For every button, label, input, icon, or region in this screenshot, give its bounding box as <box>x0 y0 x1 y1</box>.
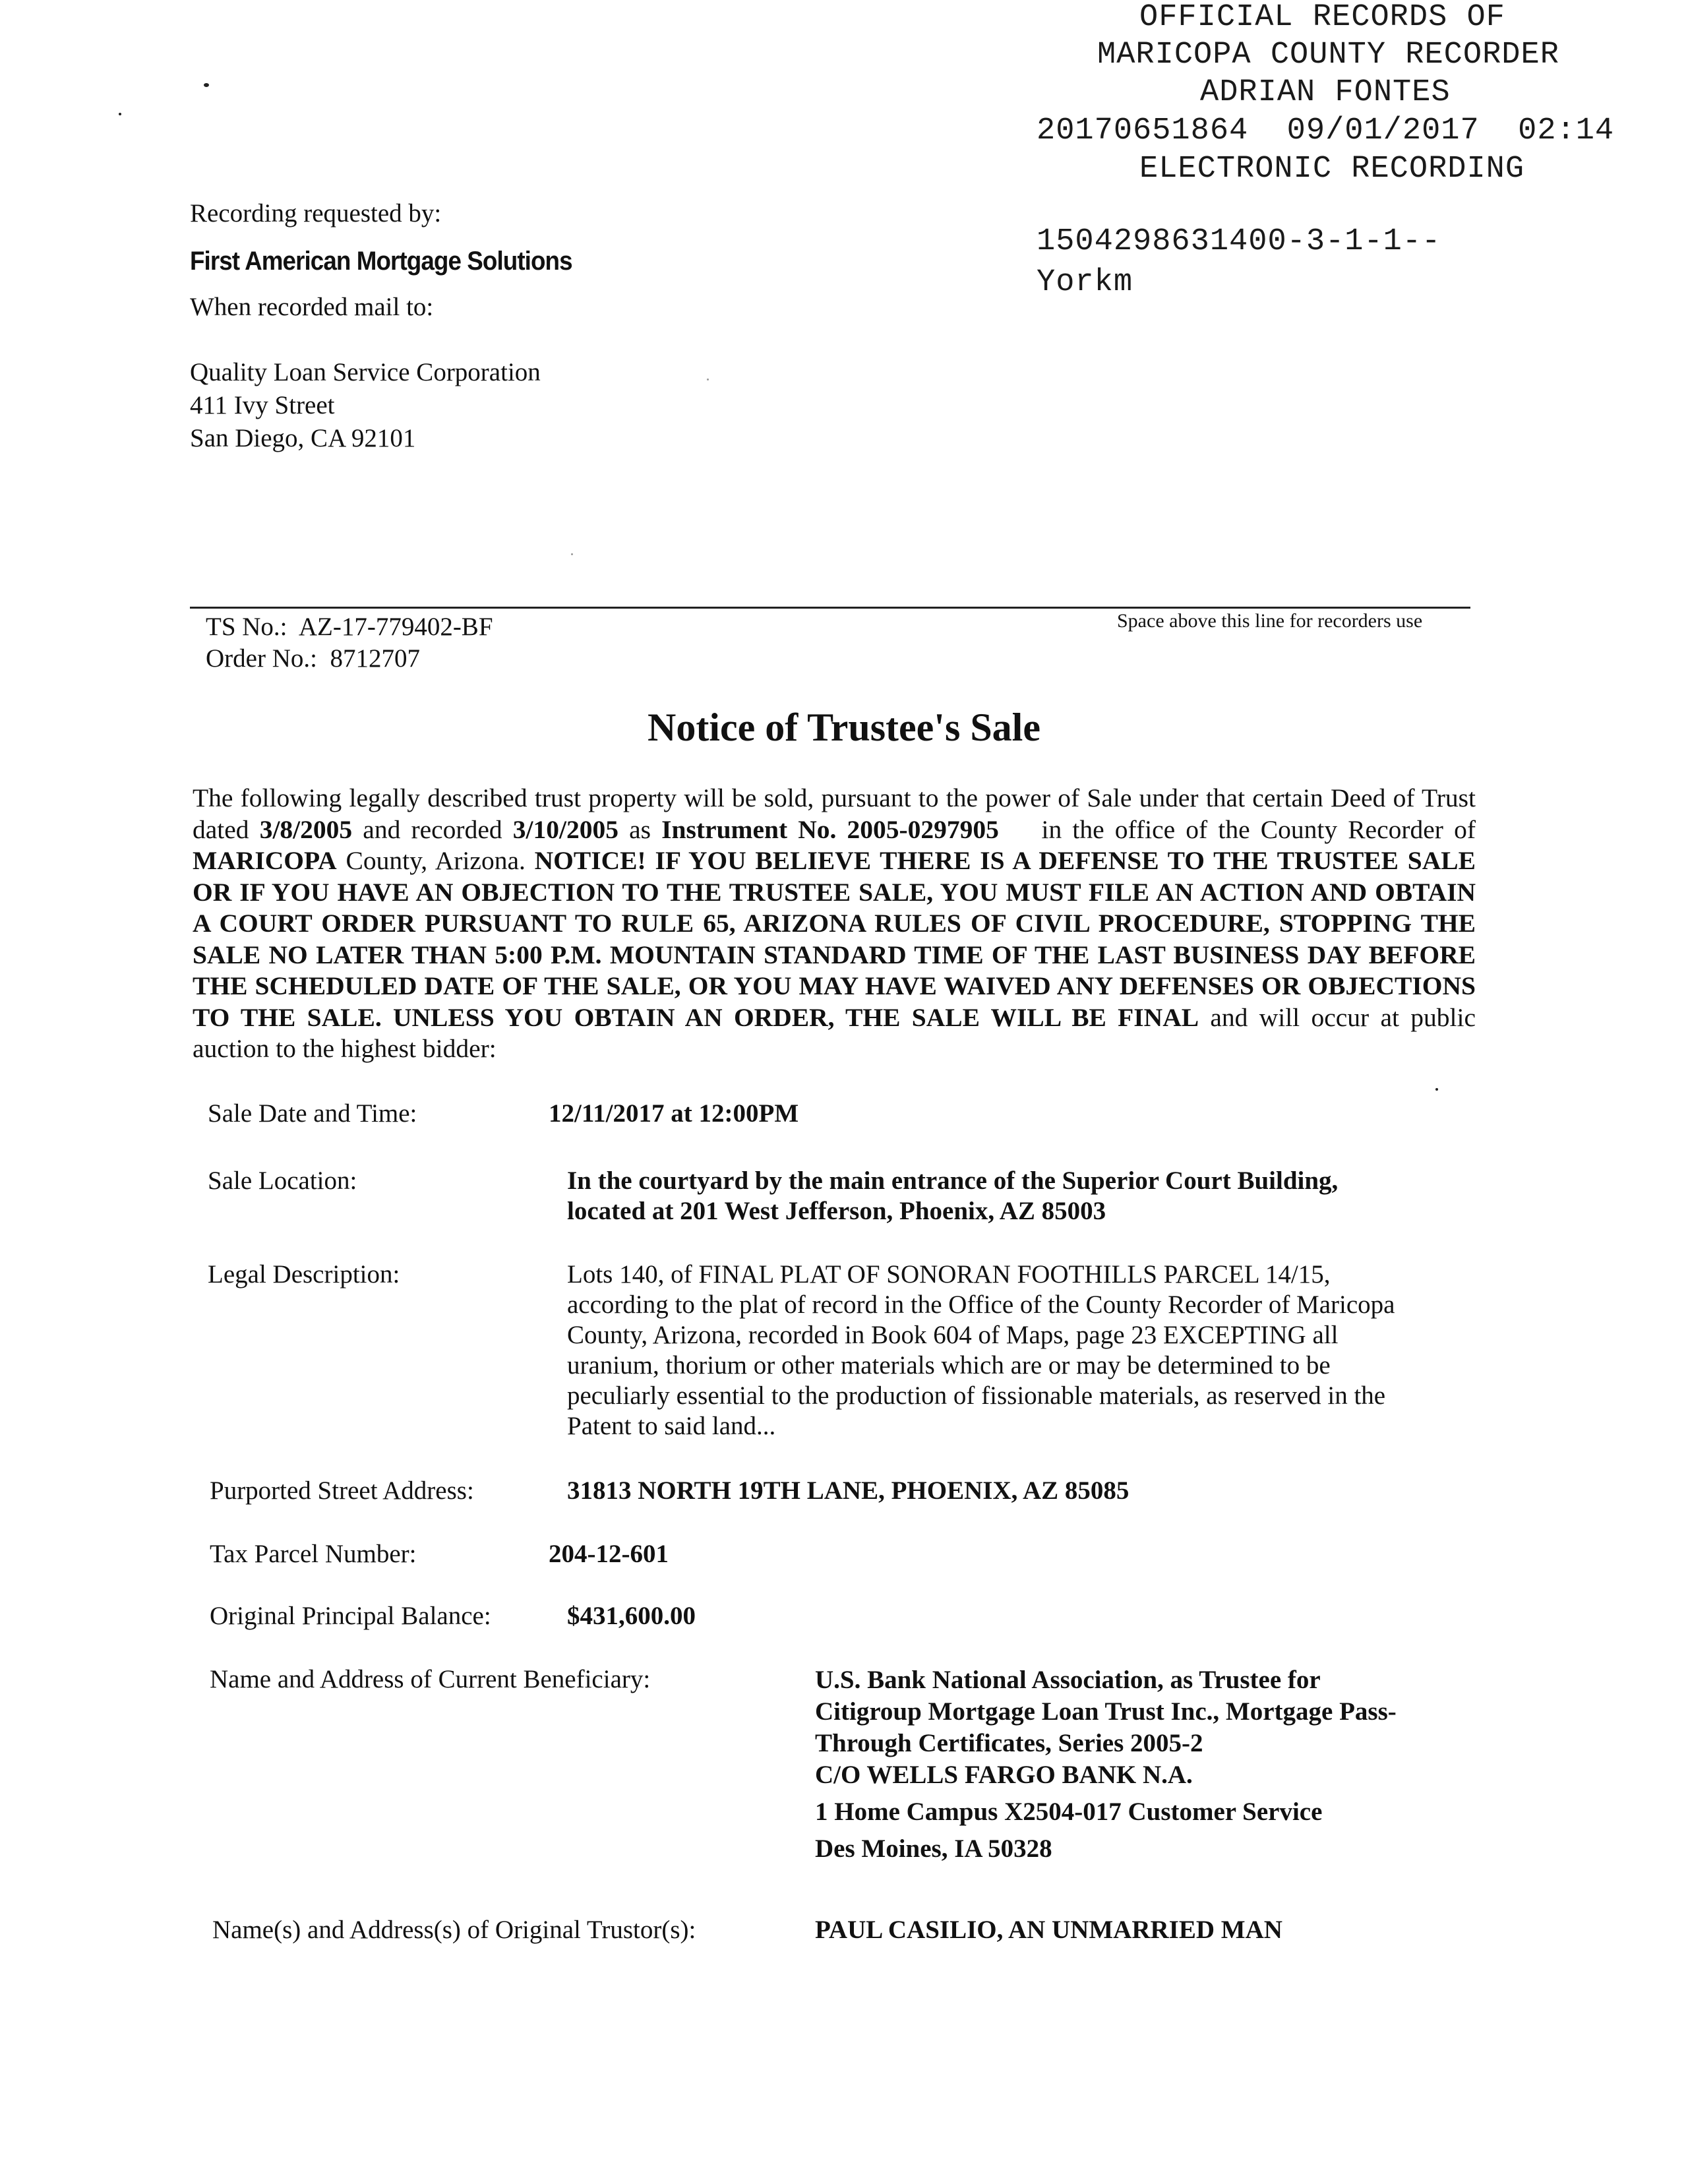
sale-location-line: located at 201 West Jefferson, Phoenix, AZ 85003 <box>567 1197 1106 1225</box>
sale-location-line: In the courtyard by the main entrance of the Superior Court Building, <box>567 1167 1339 1195</box>
intro-text: and recorded <box>352 814 513 844</box>
beneficiary-line: Des Moines, IA 50328 <box>815 1835 1052 1863</box>
street-address-label: Purported Street Address: <box>210 1476 474 1505</box>
sale-location-label: Sale Location: <box>208 1167 357 1195</box>
scan-speck <box>707 379 709 380</box>
sale-location-value <box>567 1166 1338 1227</box>
intro-text: County, Arizona. <box>336 846 535 875</box>
beneficiary-line: U.S. Bank National Association, as Trustee for <box>815 1666 1321 1694</box>
recorder-space-note: Space above this line for recorders use <box>1117 610 1423 632</box>
legal-description-label: Legal Description: <box>208 1260 400 1289</box>
stamp-line: ADRIAN FONTES <box>1200 75 1451 110</box>
requesting-company: First American Mortgage Solutions <box>190 247 572 276</box>
legal-description-line: County, Arizona, recorded in Book 604 of Maps, page 23 EXCEPTING all <box>567 1321 1339 1349</box>
recording-requested-label: Recording requested by: <box>190 199 442 228</box>
intro-text: The following legally described trust property will be sold, pursuant to the power of Sale under that certain Deed of Trust dated <box>193 783 1476 844</box>
mail-to-line: Quality Loan Service Corporation <box>190 358 541 386</box>
stamp-line: OFFICIAL RECORDS OF <box>1139 0 1505 35</box>
legal-description-line: peculiarly essential to the production of fissionable materials, as reserved in the <box>567 1381 1386 1410</box>
scan-speck <box>1435 1088 1438 1091</box>
sale-date-label: Sale Date and Time: <box>208 1099 417 1128</box>
deed-date: 3/8/2005 <box>259 814 353 844</box>
legal-description-line: Lots 140, of FINAL PLAT OF SONORAN FOOTHILLS PARCEL 14/15, <box>567 1260 1331 1289</box>
stamp-user: Yorkm <box>1037 265 1133 300</box>
recorder-separator-line <box>190 607 1470 609</box>
principal-balance-label: Original Principal Balance: <box>210 1602 491 1630</box>
intro-paragraph <box>193 783 1482 1065</box>
beneficiary-value <box>815 1664 1397 1865</box>
legal-description-line: Patent to said land... <box>567 1412 776 1440</box>
principal-balance-value: $431,600.00 <box>567 1602 696 1630</box>
intro-text: and will occur at public auction to the highest bidder: <box>193 1002 1476 1063</box>
notice-warning: NOTICE! IF YOU BELIEVE THERE IS A DEFENSE TO THE TRUSTEE SALE OR IF YOU HAVE AN OBJECTION TO THE TRUSTEE SALE, YOU MUST FILE AN ACTION AND OBTAIN A COURT ORDER PURSUANT TO RULE 65, ARIZONA RULES OF CIVIL PROCEDURE, STOPPING THE SALE NO LATER THAN 5:00 P.M. MOUNTAIN STANDARD TIME OF THE LAST BUSINESS DAY BEFORE THE SCHEDULED DATE OF THE SALE, OR YOU MAY HAVE WAIVED ANY DEFENSES OR OBJECTIONS TO THE SALE. UNLESS YOU OBTAIN AN ORDER, THE SALE WILL BE FINAL <box>193 846 1476 1032</box>
tax-parcel-value: 204-12-601 <box>549 1540 669 1568</box>
mail-to-line: San Diego, CA 92101 <box>190 424 416 452</box>
beneficiary-line: Citigroup Mortgage Loan Trust Inc., Mortgage Pass- <box>815 1697 1397 1726</box>
document-title: Notice of Trustee's Sale <box>648 706 1040 749</box>
legal-description-line: according to the plat of record in the Office of the County Recorder of Maricopa <box>567 1290 1395 1319</box>
scan-speck <box>119 113 121 115</box>
beneficiary-label: Name and Address of Current Beneficiary: <box>210 1665 651 1693</box>
ts-number: TS No.: AZ-17-779402-BF <box>206 613 493 641</box>
county-name: MARICOPA <box>193 846 337 875</box>
stamp-document-id: 1504298631400-3-1-1-- <box>1037 224 1441 259</box>
intro-text: as <box>618 814 662 844</box>
scan-speck <box>204 83 209 87</box>
beneficiary-line: Through Certificates, Series 2005-2 <box>815 1729 1203 1757</box>
mail-to-address <box>190 356 541 455</box>
trustor-value: PAUL CASILIO, AN UNMARRIED MAN <box>815 1916 1282 1944</box>
legal-description-line: uranium, thorium or other materials which are or may be determined to be <box>567 1351 1331 1380</box>
beneficiary-line: 1 Home Campus X2504-017 Customer Service <box>815 1798 1323 1826</box>
stamp-line: ELECTRONIC RECORDING <box>1139 152 1525 187</box>
instrument-number: Instrument No. 2005-0297905 <box>661 814 999 844</box>
mail-to-label: When recorded mail to: <box>190 293 434 321</box>
tax-parcel-label: Tax Parcel Number: <box>210 1540 417 1568</box>
order-number: Order No.: 8712707 <box>206 644 420 673</box>
stamp-line: MARICOPA COUNTY RECORDER <box>1097 38 1559 73</box>
sale-date-value: 12/11/2017 at 12:00PM <box>549 1099 799 1128</box>
beneficiary-line: C/O WELLS FARGO BANK N.A. <box>815 1761 1193 1789</box>
legal-description-value <box>567 1259 1395 1441</box>
scan-speck <box>571 553 573 555</box>
trustor-label: Name(s) and Address(s) of Original Trustor(s): <box>212 1916 696 1944</box>
stamp-recording-number: 20170651864 09/01/2017 02:14 <box>1037 113 1615 148</box>
recorded-date: 3/10/2005 <box>512 814 618 844</box>
intro-text: in the office of the County Recorder of <box>998 814 1482 844</box>
mail-to-line: 411 Ivy Street <box>190 391 335 419</box>
street-address-value: 31813 NORTH 19TH LANE, PHOENIX, AZ 85085 <box>567 1476 1130 1505</box>
